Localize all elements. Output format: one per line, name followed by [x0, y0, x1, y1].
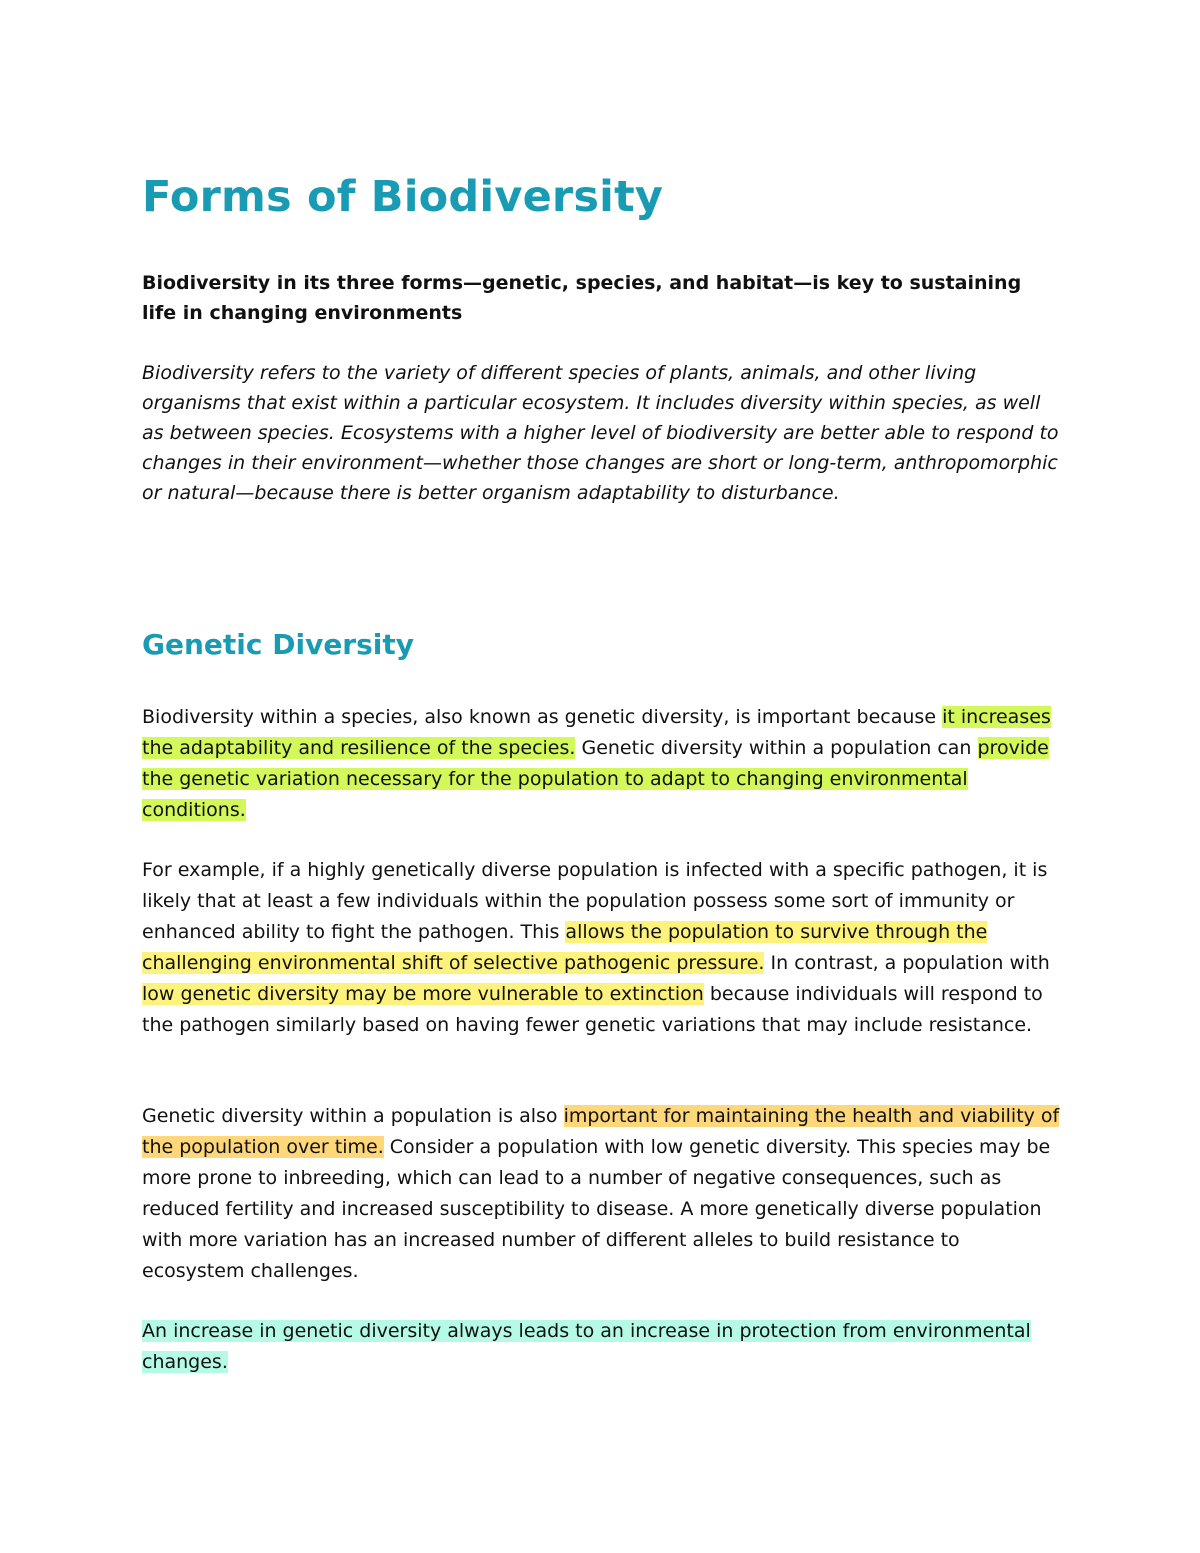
- highlight-yellow: low genetic diversity may be more vulnerable to extinction: [142, 983, 704, 1005]
- section-heading-genetic-diversity: Genetic Diversity: [142, 628, 415, 661]
- text-run: Biodiversity within a species, also known as genetic diversity, is important because: [142, 706, 943, 728]
- highlight-green: provide the genetic variation necessary for the population to adapt to changing environmental conditions.: [142, 737, 1049, 821]
- paragraph-pathogen-example: [142, 855, 1062, 1041]
- highlight-green: it increases the adaptability and resilience of the species.: [142, 706, 1051, 759]
- highlight-teal: An increase in genetic diversity always leads to an increase in protection from environmental changes.: [142, 1320, 1031, 1373]
- text-run: Genetic diversity within a population is also: [142, 1105, 564, 1127]
- highlight-orange: important for maintaining the health and viability of the population over time.: [142, 1105, 1060, 1158]
- page-title: Forms of Biodiversity: [142, 172, 664, 222]
- page-subtitle: Biodiversity in its three forms—genetic, species, and habitat—is key to sustaining life in changing environments: [142, 272, 1022, 324]
- paragraph-population-health: [142, 1101, 1062, 1287]
- paragraph-genetic-importance: [142, 702, 1062, 826]
- text-run: Consider a population with low genetic diversity. This species may be more prone to inbreeding, which can lead to a number of negative consequences, such as reduced fertility and increased susceptibility to disease. A more genetically diverse population with more variation has an increased number of different alleles to build resistance to ecosystem challenges.: [142, 1136, 1051, 1282]
- paragraph-claim: [142, 1316, 1062, 1378]
- highlight-yellow: allows the population to survive through the challenging environmental shift of selective pathogenic pressure.: [142, 921, 988, 974]
- text-run: In contrast, a population with: [764, 952, 1050, 974]
- text-run: For example, if a highly genetically diverse population is infected with a specific pathogen, it is likely that at least a few individuals within the population possess some sort of immunity or enhanced ability to fight the pathogen. This: [142, 859, 1048, 943]
- text-run: Genetic diversity within a population can: [575, 737, 978, 759]
- intro-paragraph: Biodiversity refers to the variety of different species of plants, animals, and other living organisms that exist within a particular ecosystem. It includes diversity within species, as well as between species. Ecosystems with a higher level of biodiversity are better able to respond to changes in their environment—whether those changes are short or long-term, anthropomorphic or natural—because there is better organism adaptability to disturbance.: [142, 362, 1059, 504]
- text-run: because individuals will respond to the pathogen similarly based on having fewer genetic variations that may include resistance.: [142, 983, 1043, 1036]
